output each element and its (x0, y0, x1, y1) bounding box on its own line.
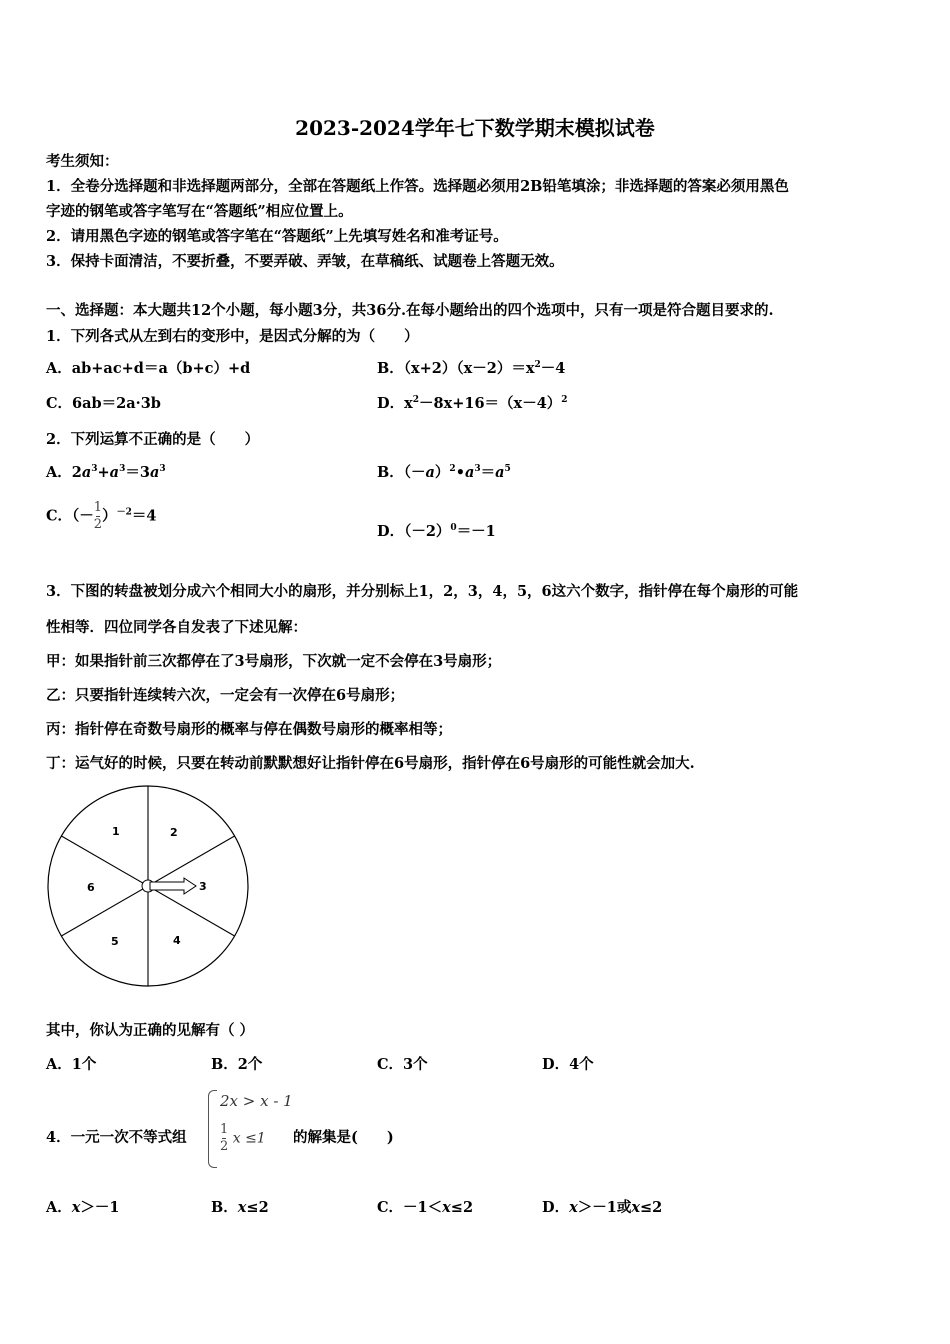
q2-option-b: B．$(-a)^2•a^3=a^5$ (377, 464, 511, 481)
notice-item-1-cont: 字迹的钢笔或答字笔写在“答题纸”相应位置上。 (46, 203, 353, 220)
notice-heading: 考生须知： (46, 153, 119, 170)
q3-option-a: A．1个 (46, 1056, 97, 1073)
q2-option-a: A．$2a^3+a^3=3a^3$ (46, 464, 166, 481)
spinner-diagram (44, 784, 254, 990)
inequality-2: $\frac{1}{2}$ x ≤1 (220, 1122, 266, 1154)
q1-option-d: D．$x^2-8x+16=(x-4)^2$ (377, 395, 568, 412)
q3-option-d: D．4个 (542, 1056, 594, 1073)
q4-option-b: B．x≤2 (211, 1199, 269, 1216)
inequality-1: 2x > x - 1 (220, 1092, 293, 1110)
q3-statement-bing: 丙：指针停在奇数号扇形的概率与停在偶数号扇形的概率相等； (46, 721, 452, 738)
spinner-label-5: 5 (111, 935, 119, 948)
q4-option-d: D．x＞－1或x≤2 (542, 1199, 663, 1216)
q4-option-c: C．－1＜x≤2 (377, 1199, 474, 1216)
q4-stem-end: 的解集是( ) (293, 1129, 394, 1146)
q1-option-b: B．$(x+2)(x-2)=x^2-4$ (377, 360, 566, 377)
q1-stem: 1．下列各式从左到右的变形中，是因式分解的为（ ） (46, 328, 419, 345)
q1-option-c: C．6ab＝2a·3b (46, 395, 161, 412)
spinner-label-2: 2 (170, 826, 178, 839)
notice-item-2: 2．请用黑色字迹的钢笔或答字笔在“答题纸”上先填写姓名和准考证号。 (46, 228, 508, 245)
q1-option-a: A．ab+ac+d＝a（b+c）+d (46, 360, 251, 377)
q3-statement-jia: 甲：如果指针前三次都停在了3号扇形，下次就一定不会停在3号扇形； (46, 653, 502, 670)
spinner-label-3: 3 (199, 880, 207, 893)
q2-option-c: C．（－ $\frac{1}{2}$ ）$^{-2}$＝4 (46, 500, 157, 532)
q2-option-d: D．$(-2)^0=-1$ (377, 523, 496, 540)
q3-stem-line1: 3．下图的转盘被划分成六个相同大小的扇形，并分别标上1，2，3，4，5，6这六个数字，指针停在每个扇形的可能 (46, 583, 799, 600)
q4-option-a: A．x＞－1 (46, 1199, 120, 1216)
q3-option-c: C．3个 (377, 1056, 428, 1073)
spinner-label-4: 4 (173, 934, 181, 947)
q4-stem: 4．一元一次不等式组 (46, 1129, 187, 1146)
notice-item-3: 3．保持卡面清洁，不要折叠，不要弄破、弄皱，在草稿纸、试题卷上答题无效。 (46, 253, 564, 270)
q2-stem: 2．下列运算不正确的是（ ） (46, 431, 260, 448)
left-brace (208, 1090, 217, 1168)
q3-statement-yi: 乙：只要指针连续转六次，一定会有一次停在6号扇形； (46, 687, 405, 704)
section-heading: 一、选择题：本大题共12个小题，每小题3分，共36分.在每小题给出的四个选项中，只有一项是符合题目要求的. (46, 302, 774, 319)
page-title: 2023-2024学年七下数学期末模拟试卷 (295, 116, 655, 140)
spinner-label-1: 1 (112, 825, 120, 838)
q3-ask: 其中，你认为正确的见解有（ ） (46, 1022, 255, 1039)
notice-item-1: 1．全卷分选择题和非选择题两部分，全部在答题纸上作答。选择题必须用2B铅笔填涂；非选择题的答案必须用黑色 (46, 178, 789, 195)
inequality-system (208, 1090, 298, 1170)
fraction-one-half: $\frac{1}{2}$ (93, 500, 103, 532)
spinner-label-6: 6 (87, 881, 95, 894)
q3-option-b: B．2个 (211, 1056, 263, 1073)
q3-statement-ding: 丁：运气好的时候，只要在转动前默默想好让指针停在6号扇形，指针停在6号扇形的可能性就会加大. (46, 755, 695, 772)
q3-stem-line2: 性相等．四位同学各自发表了下述见解： (46, 619, 307, 636)
